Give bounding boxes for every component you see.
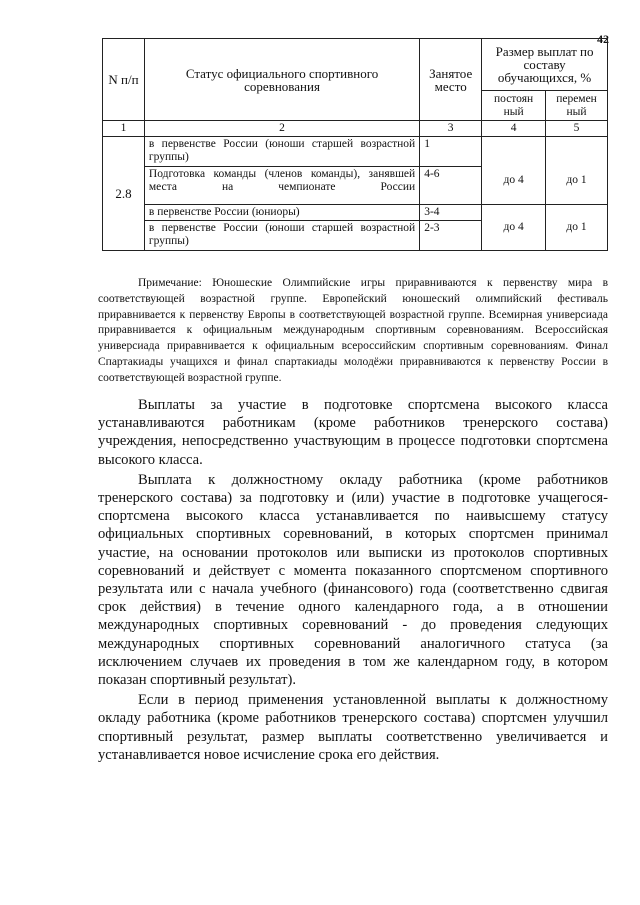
body-text: [98, 396, 608, 766]
page-number: 42: [597, 32, 609, 46]
header-place: Занятое место: [420, 39, 482, 121]
column-number: 5: [546, 121, 608, 137]
note-block: [98, 276, 608, 387]
header-variable: перемен ный: [546, 91, 608, 121]
header-num: N п/п: [103, 39, 145, 121]
note-text: Примечание: Юношеские Олимпийские игры приравниваются к первенству мира в соответствующей возрастной группе. Европейский юношеский олимпийский фестиваль приравнивается к первенству Европы в соответствующей возрастной группе. Всемирная универсиада приравнивается к официальным международным спортивным соревнованиям. Всероссийская универсиада приравнивается к официальным всероссийским спортивным соревнованиям. Финал Спартакиады учащихся и финал спартакиады молодёжи приравниваются к первенству России в соответствующей возрастной группе.: [98, 277, 608, 384]
paragraph: Выплаты за участие в подготовке спортсмена высокого класса устанавливаются работникам (кроме работников тренерского состава) учреждения, непосредственно участвующим в процессе подготовки спортсмена высокого класса.: [98, 397, 608, 468]
place-cell: 4-6: [420, 167, 482, 205]
header-size: Размер выплат по составу обучающихся, %: [482, 39, 608, 91]
payments-table: [102, 38, 608, 251]
place-cell: 1: [420, 137, 482, 167]
column-number: 4: [482, 121, 546, 137]
permanent-value: до 4: [482, 205, 546, 251]
variable-value: до 1: [546, 205, 608, 251]
header-permanent: постоян ный: [482, 91, 546, 121]
paragraph: Выплата к должностному окладу работника (кроме работников тренерского состава) за подготовку и (или) участие в подготовке учащегося-спортсмена высокого класса устанавливается по наивысшему статусу официальных спортивных соревнований, в которых спортсмен принимал участие, на основании протоколов или выписки из протоколов спортивных соревнований и действует с момента показанного спортсменом спортивного результата или с начала учебного (финансового) года (соответственно сдвигая срок действия) в течение одного календарного года, а в отношении международных спортивных соревнований - до проведения следующих международных спортивных соревнований аналогичного статуса (за исключением случаев их проведения в том же календарном году, в котором показан спортивный результат).: [98, 471, 608, 689]
place-cell: 2-3: [420, 221, 482, 251]
status-cell: в первенстве России (юниоры): [144, 205, 419, 221]
place-cell: 3-4: [420, 205, 482, 221]
variable-value: до 1: [546, 137, 608, 205]
status-cell: Подготовка команды (членов команды), занявшей места на чемпионате России: [144, 167, 419, 205]
column-number: 3: [420, 121, 482, 137]
paragraph: Если в период применения установленной выплаты к должностному окладу работника (кроме работников тренерского состава) спортсмен улучшил спортивный результат, размер выплаты соответственно увеличивается и устанавливается новое исчисление срока его действия.: [98, 692, 608, 763]
header-status: Статус официального спортивного соревнования: [144, 39, 419, 121]
status-cell: в первенстве России (юноши старшей возрастной группы): [144, 137, 419, 167]
status-cell: в первенстве России (юноши старшей возрастной группы): [144, 221, 419, 251]
column-number: 2: [144, 121, 419, 137]
permanent-value: до 4: [482, 137, 546, 205]
column-number: 1: [103, 121, 145, 137]
row-number: 2.8: [103, 137, 145, 251]
